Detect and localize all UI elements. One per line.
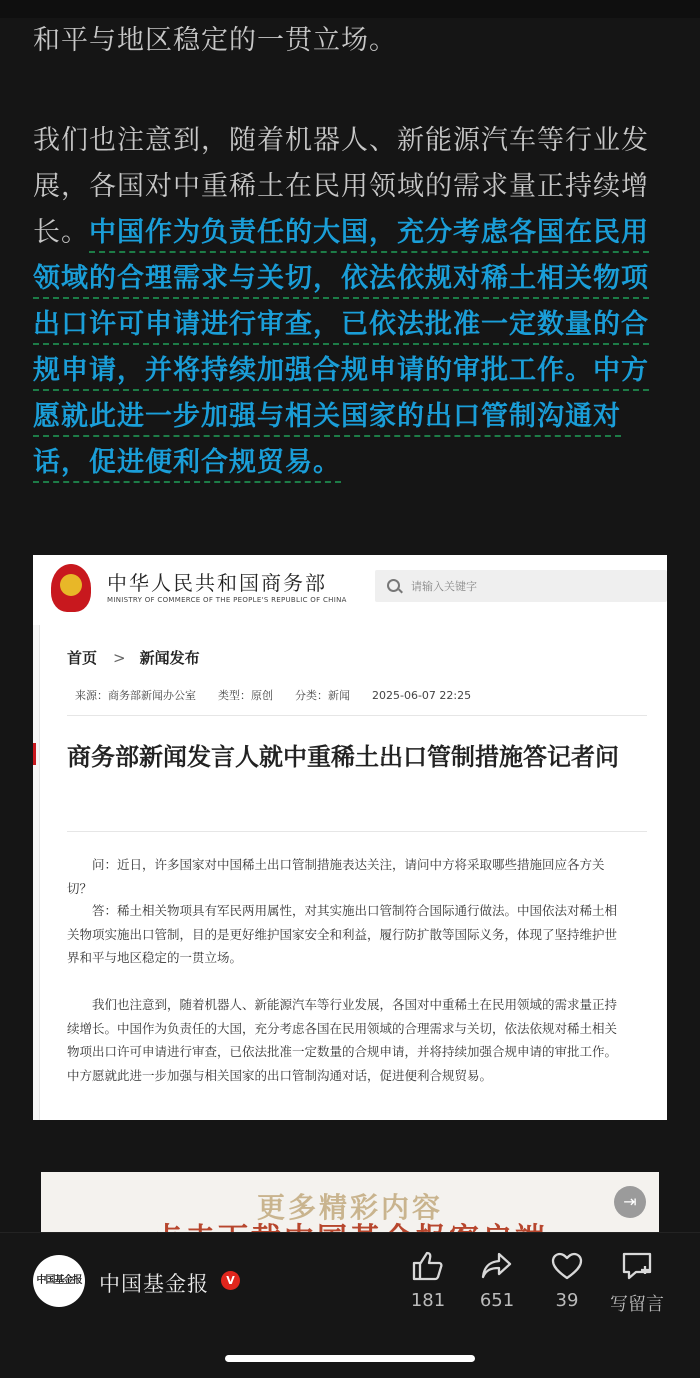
article-body [33,18,673,486]
search-icon [387,579,400,592]
ministry-name-en: MINISTRY OF COMMERCE OF THE PEOPLE'S REPUBLIC OF CHINA [107,596,347,604]
side-strip [33,625,40,1120]
author-name[interactable]: 中国基金报 [99,1272,209,1296]
comment-label: 写留言 [610,1294,664,1315]
news-answer: 答：稀土相关物项具有军民两用属性，对其实施出口管制符合国际通行做法。中国依法对稀土相关物项实施出口管制，目的是更好维护国家安全和利益，履行防扩散等国际义务，体现了坚持维护世界和平与地区稳定的一贯立场。 [67,903,618,965]
ministry-name: 中华人民共和国商务部 [107,571,327,595]
article-paragraph [33,118,673,486]
share-count: 651 [479,1290,515,1311]
comment-button[interactable] [602,1250,672,1316]
thumbs-up-icon [411,1250,445,1282]
embedded-screenshot[interactable] [33,555,667,1120]
banner-line: 更多精彩内容 [256,1191,443,1224]
favorite-button[interactable] [532,1250,602,1311]
chevron-right-icon: > [113,649,126,667]
meta-type: 类型：原创 [218,689,273,702]
home-indicator [225,1355,475,1362]
comment-icon [620,1250,654,1282]
bottom-action-bar [0,1232,700,1378]
verified-badge: V [221,1271,240,1290]
heart-icon [550,1250,584,1282]
favorite-count: 39 [555,1290,579,1311]
share-icon [480,1250,514,1282]
side-marker [33,743,36,765]
news-page [67,625,667,1120]
avatar[interactable]: 中国基金报 [33,1255,85,1307]
like-button[interactable] [393,1250,463,1311]
divider [67,831,647,832]
article-paragraph: 和平与地区稳定的一贯立场。 [33,25,397,56]
exit-icon[interactable]: ⇥ [614,1186,646,1218]
article-meta [75,687,493,703]
meta-date: 2025-06-07 22:25 [372,689,472,702]
breadcrumb-home: 首页 [67,649,98,667]
national-emblem-icon [51,564,91,612]
like-count: 181 [410,1290,446,1311]
breadcrumb-section: 新闻发布 [139,649,200,667]
meta-category: 分类：新闻 [295,689,350,702]
highlighted-text[interactable]: 中国作为负责任的大国，充分考虑各国在民用领域的合理需求与关切，依法依规对稀土相关物项出口许可申请进行审查，已依法批准一定数量的合规申请，并将持续加强合规申请的审批工作。中方愿就此进一步加强与相关国家的出口管制沟通对话，促进便利合规贸易。 [33,217,649,483]
news-title: 商务部新闻发言人就中重稀土出口管制措施答记者问 [67,743,619,771]
breadcrumb [67,647,200,668]
download-banner[interactable] [41,1172,659,1232]
site-header [33,555,667,625]
article-text: 我们也注意到，随着机器人、新能源汽车等行业发展，各国对中重稀土在民用领域的需求量正持续增长。 [33,125,649,248]
search-placeholder: 请输入关键字 [411,580,477,593]
news-question: 问：近日，许多国家对中国稀土出口管制措施表达关注，请问中方将采取哪些措施回应各方关切？ [67,857,605,896]
share-button[interactable] [462,1250,532,1311]
divider [67,715,647,716]
site-search-box [375,570,667,602]
news-answer: 我们也注意到，随着机器人、新能源汽车等行业发展，各国对中重稀土在民用领域的需求量正持续增长。中国作为负责任的大国，充分考虑各国在民用领域的合理需求与关切，依法依规对稀土相关物项出口许可申请进行审查，已依法批准一定数量的合规申请，并将持续加强合规申请的审批工作。中方愿就此进一步加强与相关国家的出口管制沟通对话，促进便利合规贸易。 [67,997,618,1083]
status-strip [0,0,700,18]
meta-source: 来源：商务部新闻办公室 [75,689,196,702]
